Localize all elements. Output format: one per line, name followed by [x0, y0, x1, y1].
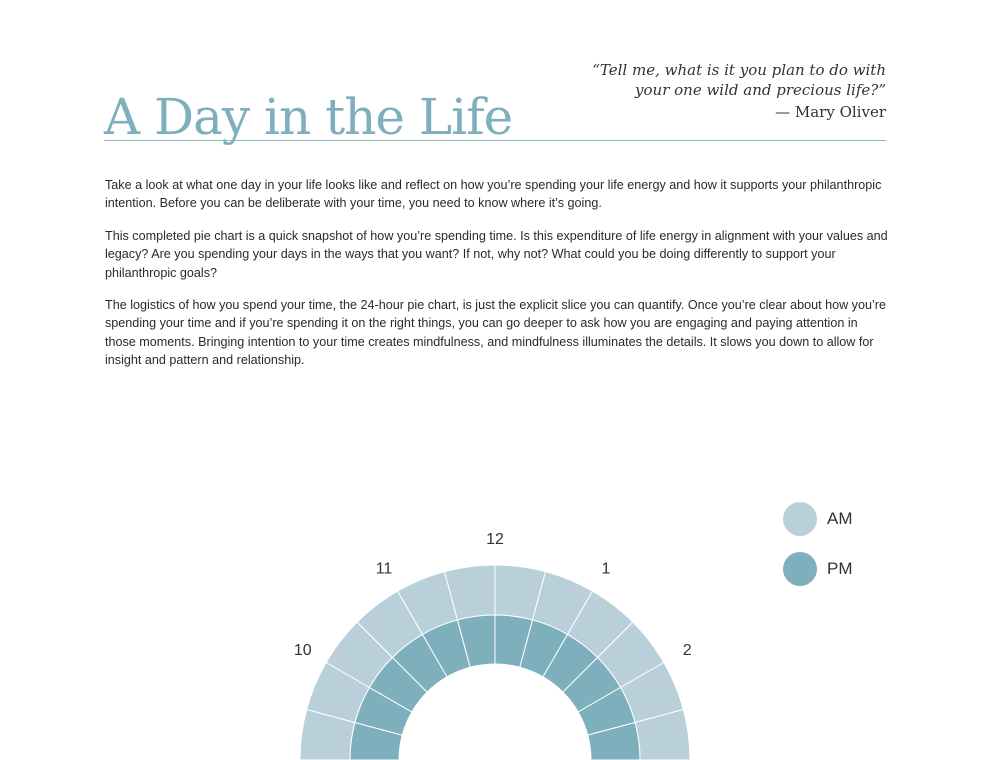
page-title: A Day in the Life	[104, 88, 513, 146]
quote-author: — Mary Oliver	[775, 103, 886, 121]
hour-label-1: 1	[601, 560, 611, 578]
legend-item-am	[783, 502, 853, 536]
hour-label-10: 10	[293, 642, 312, 659]
legend	[783, 502, 853, 602]
am-label: AM	[827, 509, 853, 528]
paragraph-2: This completed pie chart is a quick snapshot of how you’re spending time. Is this expenditure of life energy in alignment with your values and legacy? Are you spending your days in the ways that you want? If not, why not? What could you be doing differently to support your philanthropic goals?	[105, 228, 888, 280]
paragraph-3: The logistics of how you spend your time, the 24-hour pie chart, is just the explicit slice you can quantify. Once you’re clear about how you’re spending your time and if you’re spending it on the right things, you can go deeper to ask how you are engaging and paying attention in those moments. Bringing intention to your time creates mindfulness, and mindfulness illuminates the details. It slows you down to allow for insight and pattern and relationship.	[105, 298, 886, 368]
hour-label-11: 11	[375, 560, 393, 578]
am-swatch	[783, 502, 817, 536]
pm-label: PM	[827, 559, 853, 578]
hour-label-2: 2	[682, 642, 692, 659]
quote-line-1: “Tell me, what is it you plan to do with	[592, 61, 886, 79]
paragraph-1: Take a look at what one day in your life looks like and reflect on how you’re spending your life energy and how it supports your philanthropic intention. Before you can be deliberate with your time, you need to know where it’s going.	[105, 178, 882, 211]
hour-label-12: 12	[486, 531, 504, 548]
pm-swatch	[783, 552, 817, 586]
quote-line-2: your one wild and precious life?”	[635, 81, 886, 99]
legend-item-pm	[783, 552, 853, 586]
